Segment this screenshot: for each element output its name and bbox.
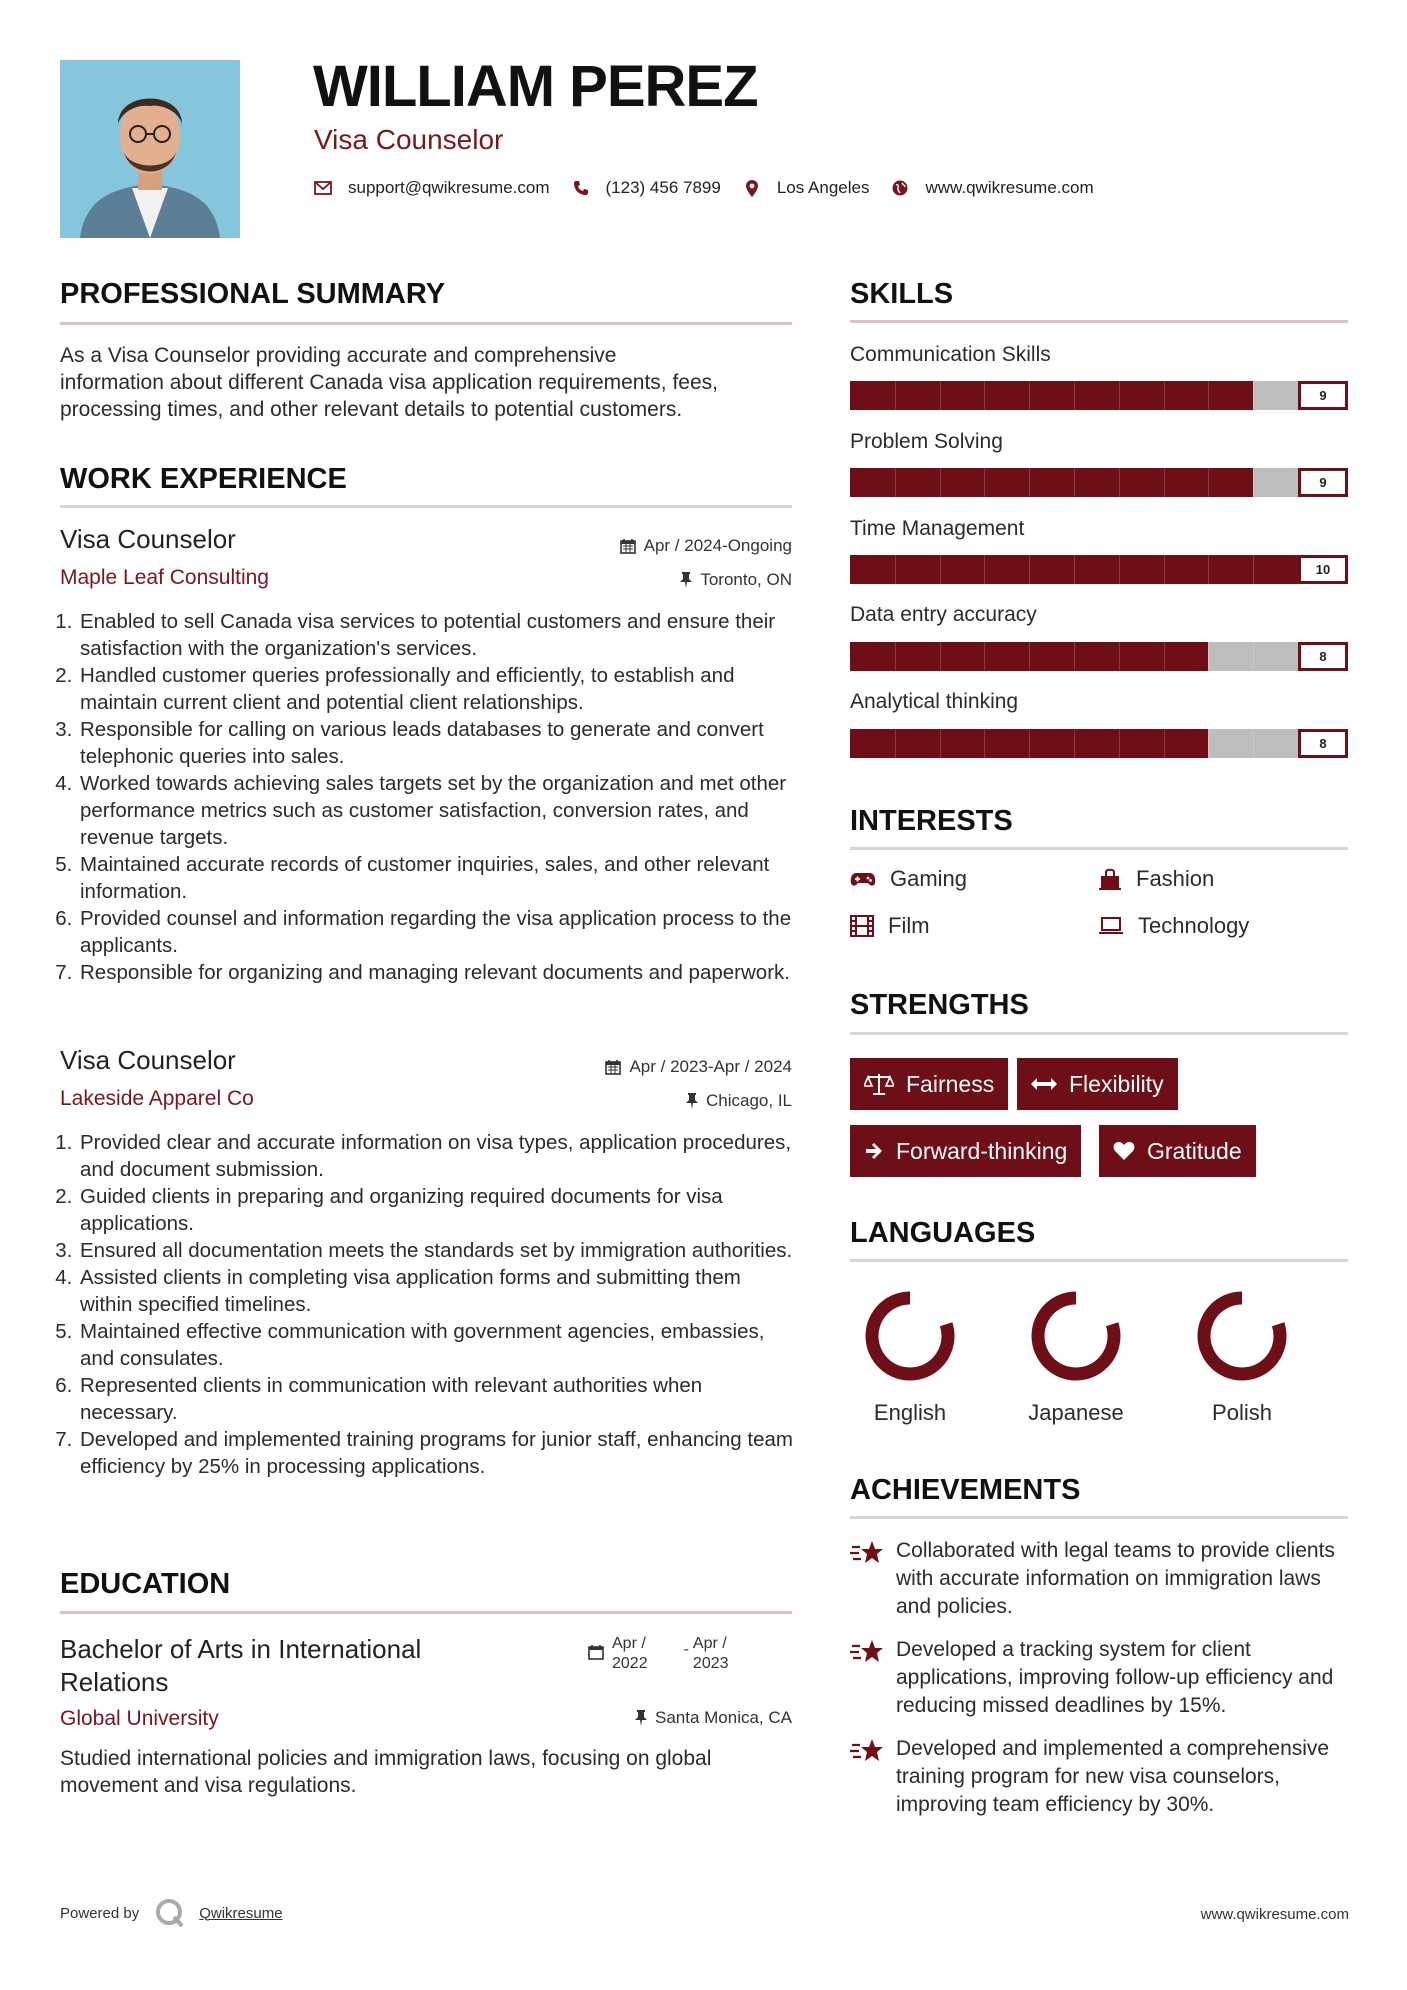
duty-item: 4. Assisted clients in completing visa application forms and submitting them within specified timelines. bbox=[78, 1264, 795, 1318]
skill-bar-segment bbox=[1119, 468, 1120, 497]
skill-bar-segment bbox=[1029, 642, 1030, 671]
education-end-year: 2023 bbox=[692, 1655, 729, 1672]
skill-bar-segment bbox=[1119, 555, 1120, 584]
skill-bar-segment bbox=[1029, 555, 1030, 584]
skill-bar-segment bbox=[1074, 555, 1075, 584]
brand-link[interactable]: Qwikresume bbox=[199, 1904, 283, 1922]
interest-label: Technology bbox=[1138, 913, 1250, 938]
date-dash: - bbox=[683, 1641, 689, 1658]
footer-url[interactable]: www.qwikresume.com bbox=[1200, 1906, 1349, 1923]
skill-bar-segment bbox=[1029, 729, 1030, 758]
skill-bar-segment bbox=[895, 729, 896, 758]
job-dates bbox=[605, 1057, 792, 1077]
achievement-item bbox=[850, 1636, 1350, 1720]
skill-score: 9 bbox=[1298, 381, 1348, 410]
skill-bar-segment bbox=[1253, 468, 1254, 497]
skills-heading: SKILLS bbox=[850, 278, 954, 310]
duty-item: 7. Developed and implemented training programs for junior staff, enhancing team efficiency by 25% in processing applications. bbox=[78, 1426, 795, 1480]
duty-item: 7. Responsible for organizing and managing relevant documents and paperwork. bbox=[78, 959, 795, 986]
skill-bar-segment bbox=[1074, 468, 1075, 497]
interest-label: Fashion bbox=[1136, 866, 1215, 891]
duty-item: 6. Represented clients in communication with relevant authorities when necessary. bbox=[78, 1372, 795, 1426]
job-header bbox=[60, 1045, 792, 1115]
summary-line: As a Visa Counselor providing accurate and comprehensive bbox=[60, 344, 617, 367]
skill-bar-segment bbox=[1074, 381, 1075, 410]
profile-photo bbox=[60, 60, 240, 238]
education-desc-line: movement and visa regulations. bbox=[60, 1774, 357, 1797]
skill-bar-segment bbox=[1164, 729, 1165, 758]
footer-powered bbox=[60, 1898, 283, 1928]
skill-bar-segment bbox=[1253, 642, 1254, 671]
strengths-heading: STRENGTHS bbox=[850, 989, 1029, 1021]
languages-divider bbox=[850, 1259, 1348, 1262]
skill-bar-segment bbox=[895, 642, 896, 671]
contact-location: Los Angeles bbox=[776, 178, 870, 197]
skill-bar bbox=[850, 729, 1348, 758]
strength-label: Forward-thinking bbox=[896, 1137, 1068, 1164]
summary-text bbox=[60, 342, 800, 423]
duty-item: 5. Maintained accurate records of customer inquiries, sales, and other relevant information. bbox=[78, 851, 795, 905]
language-level-arc bbox=[872, 1298, 948, 1374]
shooting-star-icon bbox=[850, 1737, 884, 1765]
contact-phone: (123) 456 7899 bbox=[605, 178, 721, 197]
pushpin-icon bbox=[686, 1093, 698, 1109]
language-label: English bbox=[873, 1400, 947, 1425]
achievements-heading: ACHIEVEMENTS bbox=[850, 1474, 1081, 1506]
education-divider bbox=[60, 1611, 792, 1614]
job-duties bbox=[60, 608, 795, 986]
powered-by-text: Powered by bbox=[60, 1904, 140, 1922]
contact-email[interactable]: support@qwikresume.com bbox=[348, 178, 550, 197]
interests-divider bbox=[850, 847, 1348, 850]
skill-bar-segment bbox=[1253, 729, 1254, 758]
skill-score: 9 bbox=[1298, 468, 1348, 497]
interests-heading: INTERESTS bbox=[850, 805, 1013, 837]
strength-label: Fairness bbox=[906, 1070, 995, 1097]
bag-icon bbox=[1098, 868, 1122, 890]
degree-line: Relations bbox=[60, 1667, 169, 1697]
interest-item bbox=[1098, 913, 1249, 939]
skill-bar-segment bbox=[984, 468, 985, 497]
contact-bar bbox=[314, 178, 1116, 198]
skill-bar-segment bbox=[895, 468, 896, 497]
job-header bbox=[60, 524, 792, 594]
language-item bbox=[1016, 1288, 1136, 1426]
calendar-icon bbox=[588, 1644, 604, 1660]
job-location bbox=[680, 570, 792, 590]
interest-item bbox=[850, 913, 930, 939]
job-dates bbox=[620, 536, 792, 556]
email-icon bbox=[314, 179, 332, 197]
education-end bbox=[693, 1634, 729, 1674]
school-name: Global University bbox=[60, 1707, 219, 1730]
strength-label: Flexibility bbox=[1069, 1070, 1164, 1097]
strength-label: Gratitude bbox=[1147, 1137, 1242, 1164]
scale-icon bbox=[864, 1073, 894, 1095]
film-icon bbox=[850, 915, 874, 937]
languages-heading: LANGUAGES bbox=[850, 1217, 1036, 1249]
duty-item: 2. Handled customer queries professionally and efficiently, to establish and maintain current client and potential client relationships. bbox=[78, 662, 795, 716]
achievement-item bbox=[850, 1735, 1350, 1819]
interest-item bbox=[850, 866, 967, 892]
job-company: Maple Leaf Consulting bbox=[60, 566, 269, 589]
skill-bar-segment bbox=[895, 381, 896, 410]
education-dates bbox=[588, 1634, 729, 1674]
skill-bar-segment bbox=[1208, 555, 1209, 584]
skill-bar-segment bbox=[1029, 381, 1030, 410]
skill-bar-segment bbox=[984, 555, 985, 584]
job-dates-text: Apr / 2023-Apr / 2024 bbox=[629, 1057, 792, 1076]
skill-bar-segment bbox=[984, 729, 985, 758]
skill-bar-segment bbox=[1164, 468, 1165, 497]
strengths-divider bbox=[850, 1032, 1348, 1035]
strength-badge bbox=[850, 1125, 1081, 1177]
education-start-month: Apr / bbox=[612, 1635, 646, 1652]
skill-bar-segment bbox=[1253, 381, 1254, 410]
skill-bar-segment bbox=[940, 555, 941, 584]
skill-name: Communication Skills bbox=[850, 343, 1051, 366]
heart-icon bbox=[1113, 1141, 1135, 1161]
skill-bar-segment bbox=[1208, 381, 1209, 410]
achievement-text: Developed and implemented a comprehensive training program for new visa counselors, improving team efficiency by 30%. bbox=[896, 1737, 1330, 1816]
achievement-item bbox=[850, 1537, 1350, 1621]
experience-heading: WORK EXPERIENCE bbox=[60, 463, 347, 495]
education-start bbox=[612, 1634, 648, 1674]
interest-item bbox=[1098, 866, 1214, 892]
duty-item: 6. Provided counsel and information regarding the visa application process to the applicants. bbox=[78, 905, 795, 959]
contact-website[interactable]: www.qwikresume.com bbox=[925, 178, 1094, 197]
skill-bar-segment bbox=[940, 381, 941, 410]
skill-bar-segment bbox=[1164, 381, 1165, 410]
calendar-icon bbox=[620, 538, 636, 554]
job-title: Visa Counselor bbox=[60, 1045, 236, 1075]
skill-name: Analytical thinking bbox=[850, 690, 1019, 713]
skill-bar-segment bbox=[1029, 468, 1030, 497]
experience-divider bbox=[60, 505, 792, 508]
pushpin-icon bbox=[635, 1710, 647, 1726]
arrows-horizontal-icon bbox=[1031, 1077, 1057, 1091]
skill-bar-segment bbox=[1208, 729, 1209, 758]
duty-item: 2. Guided clients in preparing and organizing required documents for visa applications. bbox=[78, 1183, 795, 1237]
strength-badge bbox=[1099, 1125, 1256, 1177]
duty-item: 1. Enabled to sell Canada visa services to potential customers and ensure their satisfaction with the organization's services. bbox=[78, 608, 795, 662]
education-location-text: Santa Monica, CA bbox=[654, 1708, 792, 1727]
language-ring bbox=[1194, 1288, 1290, 1384]
skill-score: 10 bbox=[1298, 555, 1348, 584]
skill-bar-segment bbox=[1074, 729, 1075, 758]
job-title: Visa Counselor bbox=[60, 524, 236, 554]
language-level-arc bbox=[1204, 1298, 1280, 1374]
skill-score: 8 bbox=[1298, 729, 1348, 758]
skill-bar-segment bbox=[1164, 642, 1165, 671]
arrow-right-icon bbox=[864, 1141, 884, 1161]
job-location-text: Toronto, ON bbox=[700, 570, 792, 589]
degree bbox=[60, 1633, 421, 1699]
skill-bar-segment bbox=[1074, 642, 1075, 671]
skill-bar-segment bbox=[1253, 555, 1254, 584]
achievement-text: Developed a tracking system for client applications, improving follow-up efficiency and reducing missed deadlines by 15%. bbox=[896, 1638, 1334, 1717]
strength-badge bbox=[850, 1058, 1008, 1110]
pushpin-icon bbox=[680, 572, 692, 588]
candidate-title: Visa Counselor bbox=[314, 124, 504, 155]
skill-bar-segment bbox=[895, 555, 896, 584]
qwikresume-logo-icon bbox=[155, 1898, 185, 1928]
achievements-divider bbox=[850, 1516, 1348, 1519]
interest-label: Film bbox=[888, 913, 930, 938]
skill-bar-segment bbox=[1119, 381, 1120, 410]
job-duties bbox=[60, 1129, 795, 1480]
phone-icon bbox=[572, 179, 590, 197]
language-label: Japanese bbox=[1028, 1400, 1124, 1425]
education-location bbox=[635, 1708, 792, 1728]
summary-heading: PROFESSIONAL SUMMARY bbox=[60, 278, 446, 310]
shooting-star-icon bbox=[850, 1638, 884, 1666]
map-pin-icon bbox=[743, 179, 761, 197]
skill-bar-segment bbox=[1208, 468, 1209, 497]
job-location-text: Chicago, IL bbox=[706, 1091, 792, 1110]
duty-item: 4. Worked towards achieving sales targets set by the organization and met other performance metrics such as customer satisfaction, conversion rates, and revenue targets. bbox=[78, 770, 795, 851]
skill-name: Time Management bbox=[850, 517, 1025, 540]
education-description bbox=[60, 1745, 800, 1799]
summary-divider bbox=[60, 322, 792, 325]
skill-bar-segment bbox=[1119, 642, 1120, 671]
job-company: Lakeside Apparel Co bbox=[60, 1087, 254, 1110]
duty-item: 5. Maintained effective communication with government agencies, embassies, and consulates. bbox=[78, 1318, 795, 1372]
skill-bar bbox=[850, 381, 1348, 410]
education-heading: EDUCATION bbox=[60, 1568, 231, 1600]
education-end-month: Apr / bbox=[692, 1635, 727, 1652]
skill-bar-segment bbox=[940, 468, 941, 497]
achievement-text: Collaborated with legal teams to provide clients with accurate information on immigration laws and policies. bbox=[896, 1539, 1335, 1618]
job-location bbox=[686, 1091, 792, 1111]
skill-name: Problem Solving bbox=[850, 430, 1003, 453]
duty-item: 1. Provided clear and accurate information on visa types, application procedures, and document submission. bbox=[78, 1129, 795, 1183]
skill-bar-segment bbox=[1164, 555, 1165, 584]
language-item bbox=[1182, 1288, 1302, 1426]
shooting-star-icon bbox=[850, 1539, 884, 1567]
education-desc-line: Studied international policies and immigration laws, focusing on global bbox=[60, 1747, 712, 1770]
language-ring bbox=[1028, 1288, 1124, 1384]
skill-bar-segment bbox=[940, 642, 941, 671]
education-start-year: 2022 bbox=[612, 1655, 648, 1672]
skills-divider bbox=[850, 320, 1348, 323]
interest-label: Gaming bbox=[890, 866, 968, 891]
job-dates-text: Apr / 2024-Ongoing bbox=[643, 536, 792, 555]
gamepad-icon bbox=[850, 870, 876, 888]
language-ring bbox=[862, 1288, 958, 1384]
summary-line: processing times, and other relevant details to potential customers. bbox=[60, 398, 683, 421]
laptop-icon bbox=[1098, 917, 1124, 935]
skill-name: Data entry accuracy bbox=[850, 603, 1037, 626]
language-level-arc bbox=[1038, 1298, 1114, 1374]
summary-line: information about different Canada visa application requirements, fees, bbox=[60, 371, 719, 394]
globe-icon bbox=[891, 179, 909, 197]
skill-bar bbox=[850, 468, 1348, 497]
skill-bar-segment bbox=[984, 381, 985, 410]
skill-bar-segment bbox=[940, 729, 941, 758]
skill-bar bbox=[850, 642, 1348, 671]
calendar-icon bbox=[605, 1059, 621, 1075]
strength-badge bbox=[1017, 1058, 1178, 1110]
skill-bar-fill bbox=[850, 381, 1253, 410]
skill-bar-segment bbox=[984, 642, 985, 671]
skill-bar-segment bbox=[1119, 729, 1120, 758]
degree-line: Bachelor of Arts in International bbox=[60, 1634, 422, 1664]
duty-item: 3. Ensured all documentation meets the standards set by immigration authorities. bbox=[78, 1237, 795, 1264]
duty-item: 3. Responsible for calling on various leads databases to generate and convert telephonic queries into sales. bbox=[78, 716, 795, 770]
language-item bbox=[850, 1288, 970, 1426]
skill-bar-segment bbox=[1208, 642, 1209, 671]
candidate-name: WILLIAM PEREZ bbox=[313, 54, 758, 119]
skill-bar-fill bbox=[850, 468, 1253, 497]
skill-bar bbox=[850, 555, 1348, 584]
language-label: Polish bbox=[1212, 1400, 1272, 1425]
skill-score: 8 bbox=[1298, 642, 1348, 671]
